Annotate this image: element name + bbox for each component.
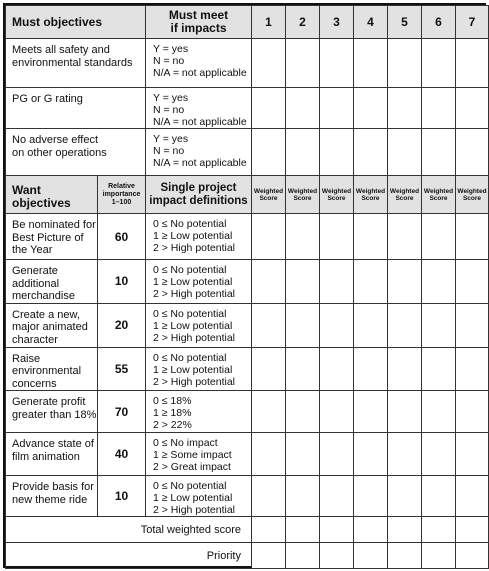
ws-line: Weighted: [355, 187, 386, 195]
objective-text-line: environmental standards: [12, 56, 133, 69]
total-cell[interactable]: [354, 517, 388, 543]
ws-line: Score: [429, 194, 448, 202]
weighted-score-cell[interactable]: [252, 476, 286, 517]
weighted-score-header: [320, 176, 354, 214]
objective-text-line: greater than 18%: [12, 408, 97, 421]
objective-text-line: PG or G rating: [12, 93, 83, 105]
ws-line: Score: [327, 194, 346, 202]
score-cell[interactable]: [320, 88, 354, 129]
total-weighted-score-label: Total weighted score: [6, 517, 252, 543]
total-cell[interactable]: [252, 517, 286, 543]
total-cell[interactable]: [422, 517, 456, 543]
objective-text-line: Generate: [12, 265, 58, 277]
total-weighted-score-row: [6, 517, 489, 543]
weighted-score-cell[interactable]: [456, 303, 489, 347]
score-cell[interactable]: [320, 39, 354, 88]
total-cell[interactable]: [354, 543, 388, 569]
want-objective-row: [6, 391, 489, 433]
score-cell[interactable]: [456, 88, 489, 129]
objective-text-line: merchandise: [12, 290, 75, 302]
relative-importance-value: 10: [98, 260, 146, 304]
weighted-score-cell[interactable]: [320, 303, 354, 347]
ws-line: Weighted: [321, 187, 352, 195]
relative-importance-value: 40: [98, 433, 146, 476]
weighted-score-cell[interactable]: [286, 214, 320, 260]
weighted-score-cell[interactable]: [320, 391, 354, 433]
weighted-score-header: [422, 176, 456, 214]
impact-definition-line: Y = yes: [153, 92, 189, 104]
ws-line: Score: [462, 194, 482, 202]
must-impact-definitions: [146, 39, 252, 88]
weighted-score-cell[interactable]: [286, 260, 320, 304]
relative-importance-header: [98, 176, 146, 214]
want-objective-label: [6, 214, 98, 260]
weighted-score-cell[interactable]: [354, 391, 388, 433]
impact-definition-line: 0 ≤ No potential: [153, 351, 227, 364]
impact-definition-line: 2 > High potential: [153, 331, 236, 344]
weighted-score-cell[interactable]: [456, 391, 489, 433]
weighted-score-cell[interactable]: [320, 260, 354, 304]
impact-definitions: [146, 347, 252, 391]
total-cell[interactable]: [456, 517, 489, 543]
impact-definition-line: 1 ≥ Low potential: [153, 319, 233, 332]
weighted-score-cell[interactable]: [388, 214, 422, 260]
relative-importance-value: 20: [98, 303, 146, 347]
ws-line: Score: [293, 194, 312, 202]
weighted-score-header: [252, 176, 286, 214]
impact-definition-line: 0 ≤ No potential: [153, 264, 227, 276]
impact-definition-line: Y = yes: [153, 43, 189, 55]
impact-definition-line: 2 > High potential: [153, 288, 236, 300]
impact-definition-line: N/A = not applicable: [153, 157, 247, 169]
total-cell[interactable]: [388, 517, 422, 543]
want-objective-label: [6, 433, 98, 476]
total-cell[interactable]: [456, 543, 489, 569]
weighted-score-cell[interactable]: [422, 391, 456, 433]
weighted-score-cell[interactable]: [320, 476, 354, 517]
impact-definition-line: N/A = not applicable: [153, 67, 247, 79]
must-objectives-header: Must objectives: [6, 6, 146, 39]
must-impact-definitions: [146, 129, 252, 176]
score-cell[interactable]: [422, 129, 456, 176]
want-objective-label: [6, 260, 98, 304]
alternative-column-header: 2: [286, 6, 320, 39]
want-header-row: [6, 176, 489, 214]
weighted-score-cell[interactable]: [354, 347, 388, 391]
must-objective-label: [6, 129, 146, 176]
weighted-score-cell[interactable]: [354, 476, 388, 517]
score-cell[interactable]: [252, 39, 286, 88]
weighted-score-cell[interactable]: [388, 433, 422, 476]
objective-text-line: Raise: [12, 352, 41, 365]
weighted-score-cell[interactable]: [286, 347, 320, 391]
weighted-score-cell[interactable]: [456, 260, 489, 304]
ws-line: Score: [259, 194, 278, 202]
ws-line: Weighted: [389, 187, 420, 195]
impact-definition-line: N = no: [153, 55, 185, 67]
objective-text-line: Advance state of: [12, 438, 94, 450]
must-impact-definitions: [146, 88, 252, 129]
weighted-score-cell[interactable]: [252, 214, 286, 260]
want-objective-row: [6, 347, 489, 391]
weighted-score-cell[interactable]: [252, 260, 286, 304]
weighted-score-header: [388, 176, 422, 214]
weighted-score-cell[interactable]: [456, 433, 489, 476]
weighted-score-cell[interactable]: [354, 260, 388, 304]
want-objective-row: [6, 260, 489, 304]
objective-text-line: character: [12, 333, 58, 346]
total-cell[interactable]: [422, 543, 456, 569]
header-row: [6, 6, 489, 39]
objective-text-line: the Year: [12, 244, 53, 256]
rel-line: 1–100: [111, 198, 132, 206]
weighted-score-cell[interactable]: [388, 303, 422, 347]
impact-definitions: [146, 391, 252, 433]
want-objective-label: [6, 303, 98, 347]
impact-definition-line: 1 ≥ Some impact: [153, 449, 232, 461]
score-cell[interactable]: [422, 39, 456, 88]
want-objective-label: [6, 476, 98, 517]
total-cell[interactable]: [320, 517, 354, 543]
weighted-score-cell[interactable]: [456, 476, 489, 517]
relative-importance-value: 10: [98, 476, 146, 517]
score-cell[interactable]: [422, 88, 456, 129]
rel-line: importance: [102, 190, 141, 198]
alternative-column-header: 5: [388, 6, 422, 39]
objective-text-line: environmental: [12, 365, 82, 377]
weighted-score-cell[interactable]: [422, 260, 456, 304]
ws-line: Weighted: [287, 187, 318, 195]
impact-definition-line: 0 ≤ No potential: [153, 480, 227, 492]
impact-definitions: [146, 214, 252, 260]
evaluation-grid: [5, 5, 489, 569]
weighted-score-cell[interactable]: [388, 391, 422, 433]
want-objective-row: [6, 433, 489, 476]
objective-text-line: Be nominated for: [12, 219, 96, 231]
must-meet-line: if impacts: [170, 21, 227, 35]
weighted-score-cell[interactable]: [354, 303, 388, 347]
weighted-score-cell[interactable]: [354, 433, 388, 476]
weighted-score-cell[interactable]: [252, 347, 286, 391]
weighted-score-header: [456, 176, 489, 214]
want-title-line: objectives: [12, 195, 71, 210]
must-objective-row: [6, 39, 489, 88]
weighted-score-cell[interactable]: [422, 303, 456, 347]
must-meet-header: [146, 6, 252, 39]
impact-definition-line: 2 > High potential: [153, 375, 236, 388]
objective-text-line: major animated: [12, 321, 88, 333]
score-cell[interactable]: [388, 88, 422, 129]
total-cell[interactable]: [286, 543, 320, 569]
score-cell[interactable]: [456, 129, 489, 176]
weighted-score-cell[interactable]: [286, 303, 320, 347]
ws-line: Score: [361, 194, 380, 202]
priority-row: [6, 543, 489, 569]
weighted-score-cell[interactable]: [252, 391, 286, 433]
impact-definitions: [146, 433, 252, 476]
impact-definition-line: Y = yes: [153, 133, 189, 145]
impact-definitions: [146, 260, 252, 304]
total-cell[interactable]: [286, 517, 320, 543]
ws-line: Score: [395, 194, 414, 202]
must-objective-label: [6, 39, 146, 88]
weighted-score-cell[interactable]: [252, 433, 286, 476]
want-objective-label: [6, 391, 98, 433]
score-cell[interactable]: [286, 39, 320, 88]
weighted-score-cell[interactable]: [388, 260, 422, 304]
ws-line: Weighted: [423, 187, 454, 195]
weighted-score-header: [354, 176, 388, 214]
relative-importance-value: 60: [98, 214, 146, 260]
weighted-score-cell[interactable]: [354, 214, 388, 260]
weighted-score-cell[interactable]: [286, 391, 320, 433]
weighted-score-cell[interactable]: [422, 347, 456, 391]
impact-definitions-header: [146, 176, 252, 214]
weighted-score-header: [286, 176, 320, 214]
spi-line: Single project: [160, 181, 237, 194]
objective-text-line: film animation: [12, 450, 80, 463]
objective-text-line: Meets all safety and: [12, 44, 110, 56]
weighted-score-cell[interactable]: [252, 303, 286, 347]
alternative-column-header: 6: [422, 6, 456, 39]
relative-importance-value: 55: [98, 347, 146, 391]
impact-definition-line: 0 ≤ No impact: [153, 437, 218, 449]
score-cell[interactable]: [320, 129, 354, 176]
weighted-score-cell[interactable]: [388, 347, 422, 391]
relative-importance-value: 70: [98, 391, 146, 433]
spi-line: impact definitions: [149, 194, 248, 207]
evaluation-worksheet: [3, 3, 486, 568]
score-cell[interactable]: [388, 129, 422, 176]
impact-definition-line: 2 > Great impact: [153, 461, 231, 473]
rel-line: Relative: [108, 182, 135, 190]
want-objective-row: [6, 476, 489, 517]
objective-text-line: Create a new,: [12, 308, 80, 321]
score-cell[interactable]: [456, 39, 489, 88]
total-cell[interactable]: [388, 543, 422, 569]
weighted-score-cell[interactable]: [320, 214, 354, 260]
impact-definitions: [146, 476, 252, 517]
want-objective-row: [6, 214, 489, 260]
score-cell[interactable]: [252, 129, 286, 176]
score-cell[interactable]: [388, 39, 422, 88]
alternative-column-header: 4: [354, 6, 388, 39]
weighted-score-cell[interactable]: [320, 433, 354, 476]
impact-definition-line: N/A = not applicable: [153, 116, 247, 128]
impact-definition-line: 1 ≥ 18%: [153, 407, 192, 419]
score-cell[interactable]: [354, 129, 388, 176]
impact-definition-line: 2 > High potential: [153, 242, 236, 254]
impact-definition-line: 1 ≥ Low potential: [153, 363, 233, 376]
must-objective-row: [6, 129, 489, 176]
want-objectives-header: [6, 176, 98, 214]
impact-definition-line: N = no: [153, 104, 185, 116]
weighted-score-cell[interactable]: [286, 476, 320, 517]
score-cell[interactable]: [286, 88, 320, 129]
alternative-column-header: 7: [456, 6, 489, 39]
priority-label: Priority: [6, 543, 252, 569]
want-objective-row: [6, 303, 489, 347]
ws-line: Weighted: [457, 187, 487, 195]
total-cell[interactable]: [252, 543, 286, 569]
impact-definition-line: 1 ≥ Low potential: [153, 230, 233, 242]
impact-definition-line: N = no: [153, 145, 185, 157]
weighted-score-cell[interactable]: [456, 347, 489, 391]
alternative-column-header: 1: [252, 6, 286, 39]
score-cell[interactable]: [252, 88, 286, 129]
impact-definition-line: 2 > High potential: [153, 504, 236, 516]
want-title-line: Want: [12, 182, 41, 197]
objective-text-line: No adverse effect: [12, 134, 99, 146]
score-cell[interactable]: [286, 129, 320, 176]
weighted-score-cell[interactable]: [422, 433, 456, 476]
impact-definitions: [146, 303, 252, 347]
objective-text-line: Best Picture of: [12, 231, 84, 244]
objective-text-line: Provide basis for: [12, 481, 94, 493]
impact-definition-line: 0 ≤ No potential: [153, 218, 227, 230]
impact-definition-line: 1 ≥ Low potential: [153, 492, 233, 504]
impact-definition-line: 0 ≤ No potential: [153, 307, 227, 320]
weighted-score-cell[interactable]: [456, 214, 489, 260]
objective-text-line: Generate profit: [12, 396, 86, 408]
weighted-score-cell[interactable]: [422, 214, 456, 260]
objective-text-line: concerns: [12, 377, 57, 390]
objective-text-line: new theme ride: [12, 493, 88, 506]
score-cell[interactable]: [354, 39, 388, 88]
must-objective-label: [6, 88, 146, 129]
weighted-score-cell[interactable]: [320, 347, 354, 391]
must-objective-row: [6, 88, 489, 129]
objective-text-line: additional: [12, 277, 60, 290]
must-meet-line: Must meet: [168, 8, 229, 22]
ws-line: Weighted: [253, 187, 284, 195]
total-cell[interactable]: [320, 543, 354, 569]
impact-definition-line: 0 ≤ 18%: [153, 395, 192, 407]
weighted-score-cell[interactable]: [422, 476, 456, 517]
alternative-column-header: 3: [320, 6, 354, 39]
weighted-score-cell[interactable]: [388, 476, 422, 517]
impact-definition-line: 2 > 22%: [153, 419, 192, 431]
want-objective-label: [6, 347, 98, 391]
weighted-score-cell[interactable]: [286, 433, 320, 476]
score-cell[interactable]: [354, 88, 388, 129]
impact-definition-line: 1 ≥ Low potential: [153, 276, 233, 288]
objective-text-line: on other operations: [12, 146, 107, 159]
